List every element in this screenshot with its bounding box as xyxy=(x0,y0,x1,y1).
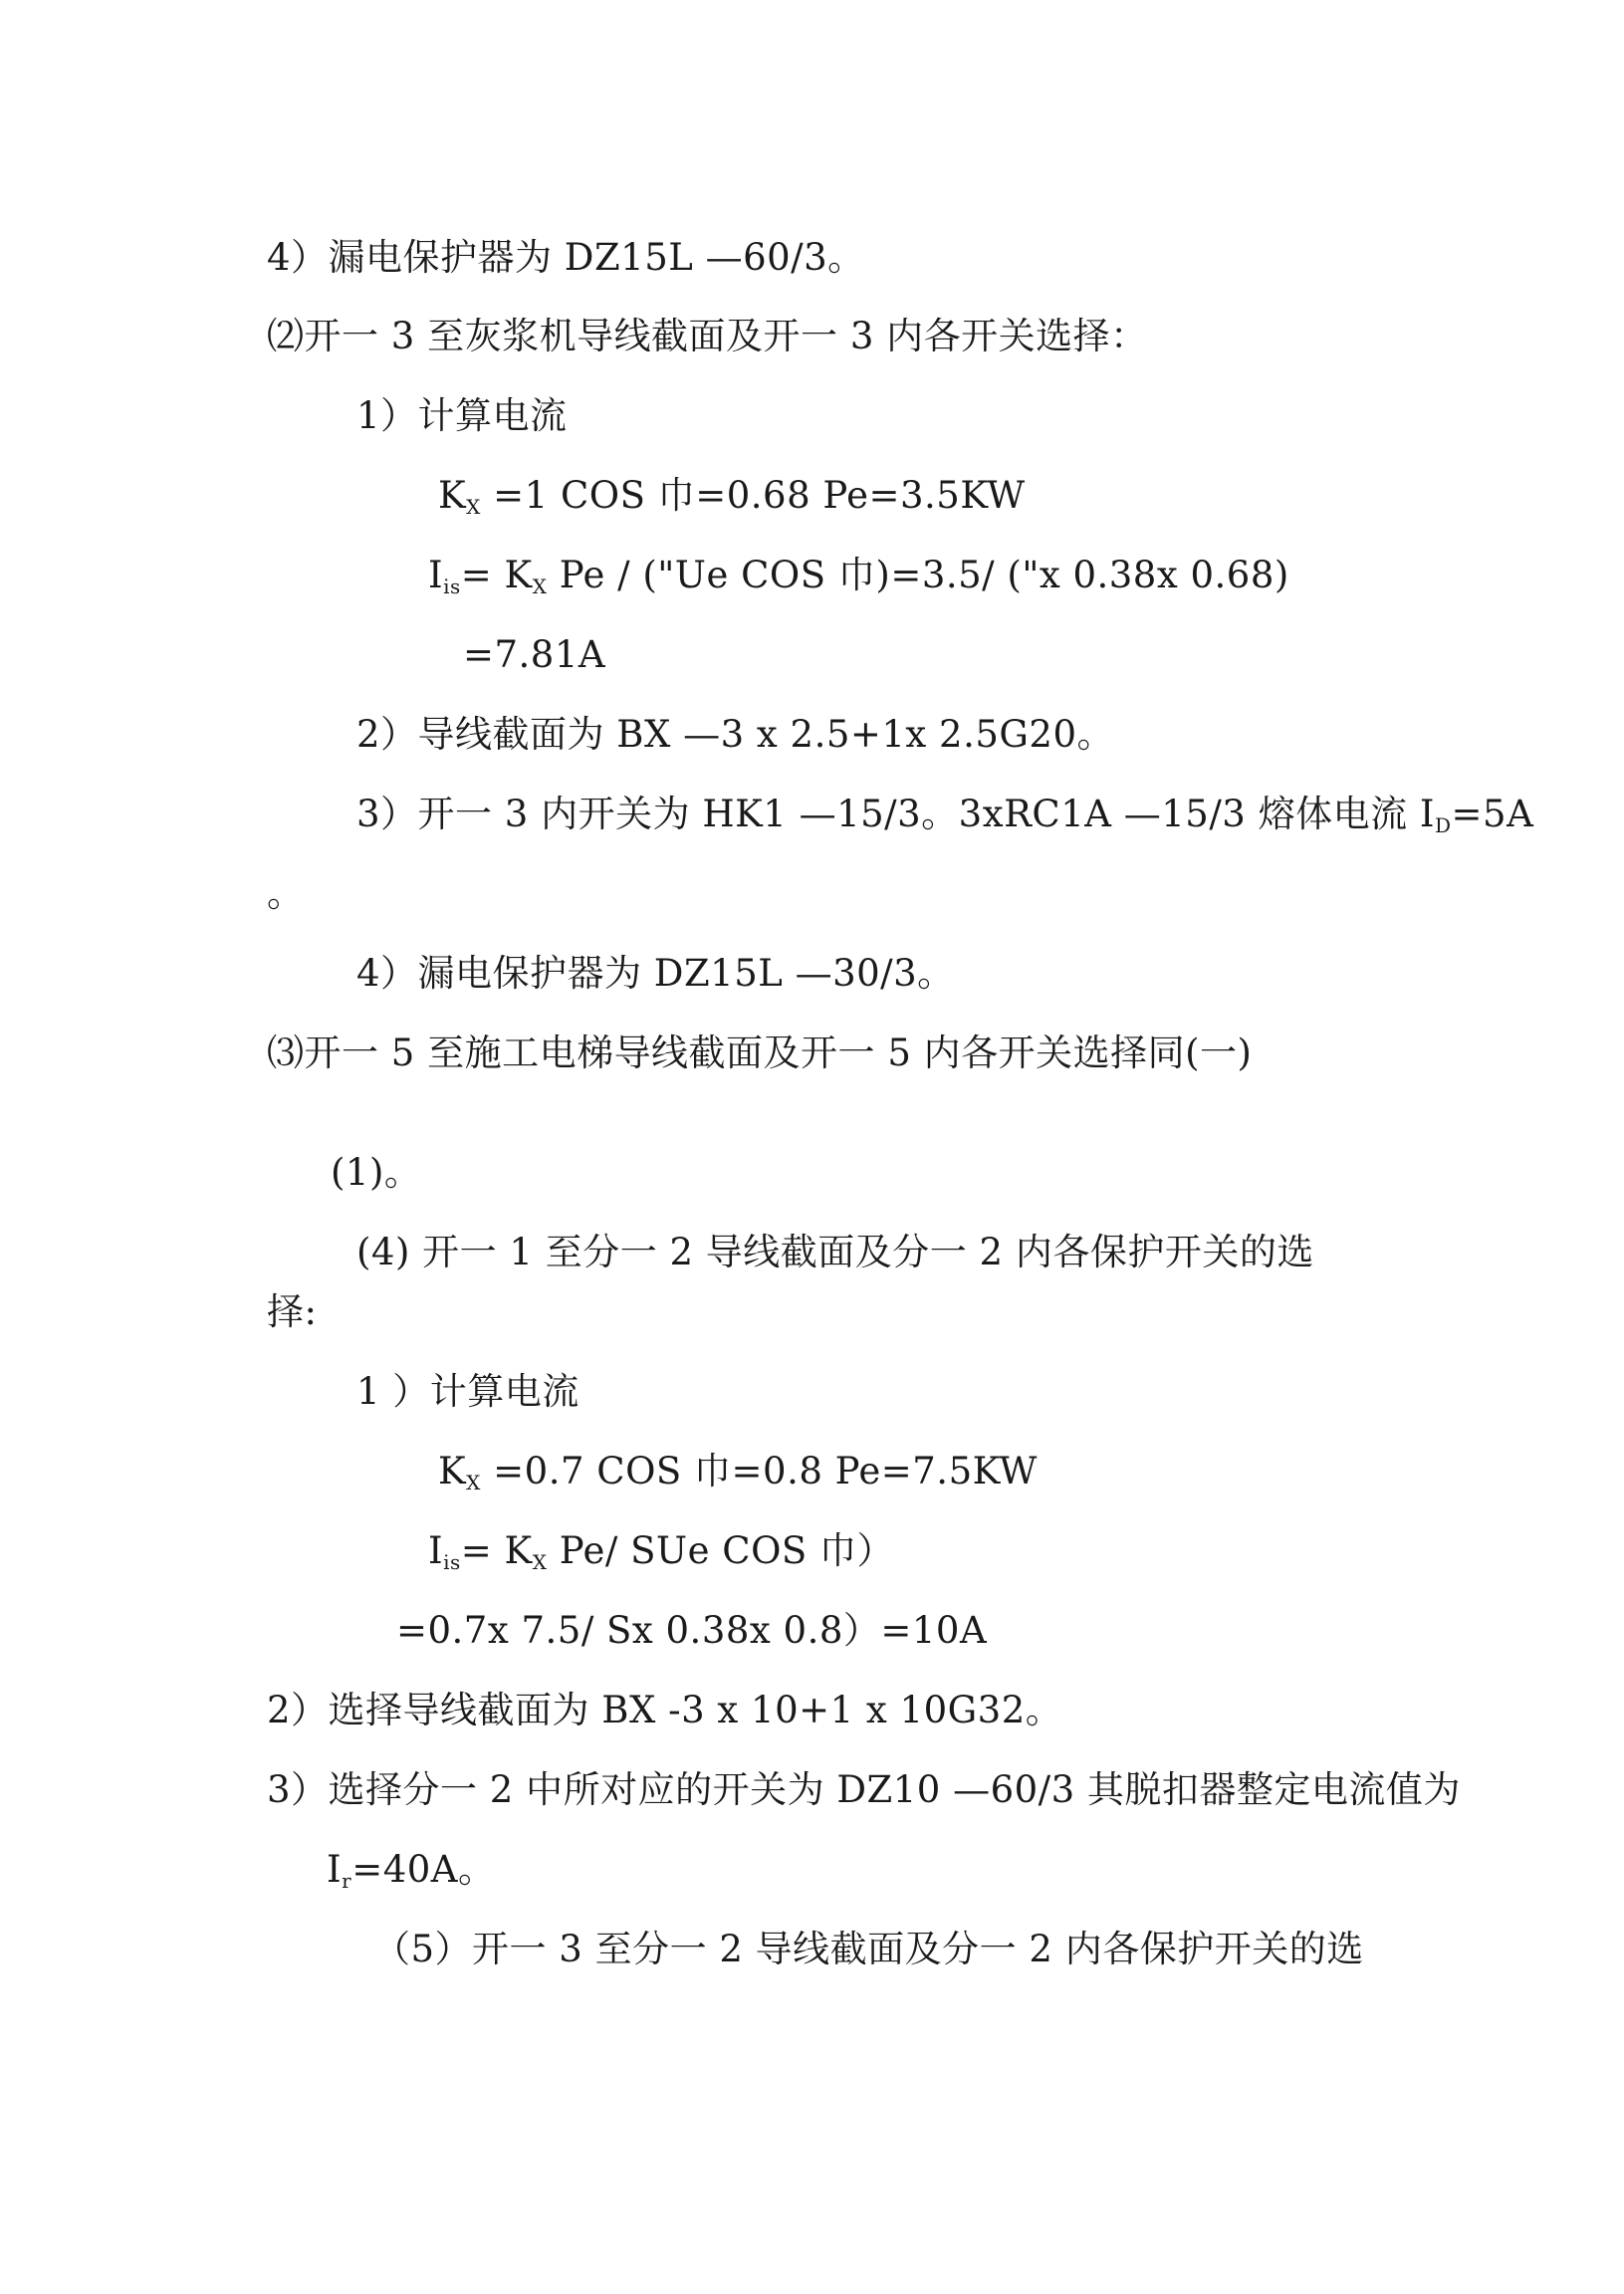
period-line: 。 xyxy=(267,872,305,915)
wire-section-line-1: 2）导线截面为 BX —3 x 2.5+1x 2.5G20。 xyxy=(356,713,1115,756)
calc-current-heading-1: 1）计算电流 xyxy=(356,394,568,437)
formula-kx-line-1: $K_X =1$ COS 巾=0.68 Pe=3.5KW xyxy=(438,474,1026,519)
formula-current-line-2: $I_{is}= K_X$ Pe/ SUe COS 巾） xyxy=(428,1529,895,1574)
formula-current-line-1: $I_{is}= K_X$ Pe / ("Ue COS 巾)=3.5/ ("x 0.38x 0.68) xyxy=(428,554,1289,598)
wire-section-line-2: 2）选择导线截面为 BX -3 x 10+1 x 10G32。 xyxy=(267,1689,1063,1731)
trip-current-line: $I_r=40A$。 xyxy=(327,1848,496,1893)
section-4-heading: (4) 开一 1 至分一 2 导线截面及分一 2 内各保护开关的选 xyxy=(356,1231,1314,1273)
section-4-heading-wrap: 择: xyxy=(267,1290,318,1333)
section-3-heading: ⑶开一 5 至施工电梯导线截面及开一 5 内各开关选择同(一) xyxy=(267,1032,1253,1074)
section-5-heading: （5）开一 3 至分一 2 导线截面及分一 2 内各保护开关的选 xyxy=(373,1928,1364,1970)
formula-result-line-2: =0.7x 7.5/ Sx 0.38x 0.8）=10A xyxy=(396,1609,988,1652)
leakage-protector-line-1: 4）漏电保护器为 DZ15L —60/3。 xyxy=(267,236,865,279)
formula-kx-line-2: $K_X =0.7$ COS 巾=0.8 Pe=7.5KW xyxy=(438,1450,1038,1494)
section-3-continuation: (1)。 xyxy=(331,1151,422,1194)
leakage-protector-line-2: 4）漏电保护器为 DZ15L —30/3。 xyxy=(356,952,955,995)
formula-result-line-1: =7.81A xyxy=(463,633,606,676)
section-2-heading: ⑵开一 3 至灰浆机导线截面及开一 3 内各开关选择： xyxy=(267,315,1148,357)
calc-current-heading-2: 1 ）计算电流 xyxy=(356,1370,580,1413)
switch-selection-line-1: 3）开一 3 内开关为 HK1 —15/3。3xRC1A —15/3 熔体电流 $I_D=5A$ xyxy=(356,793,1534,837)
switch-selection-line-2: 3）选择分一 2 中所对应的开关为 DZ10 —60/3 其脱扣器整定电流值为 xyxy=(267,1768,1461,1811)
